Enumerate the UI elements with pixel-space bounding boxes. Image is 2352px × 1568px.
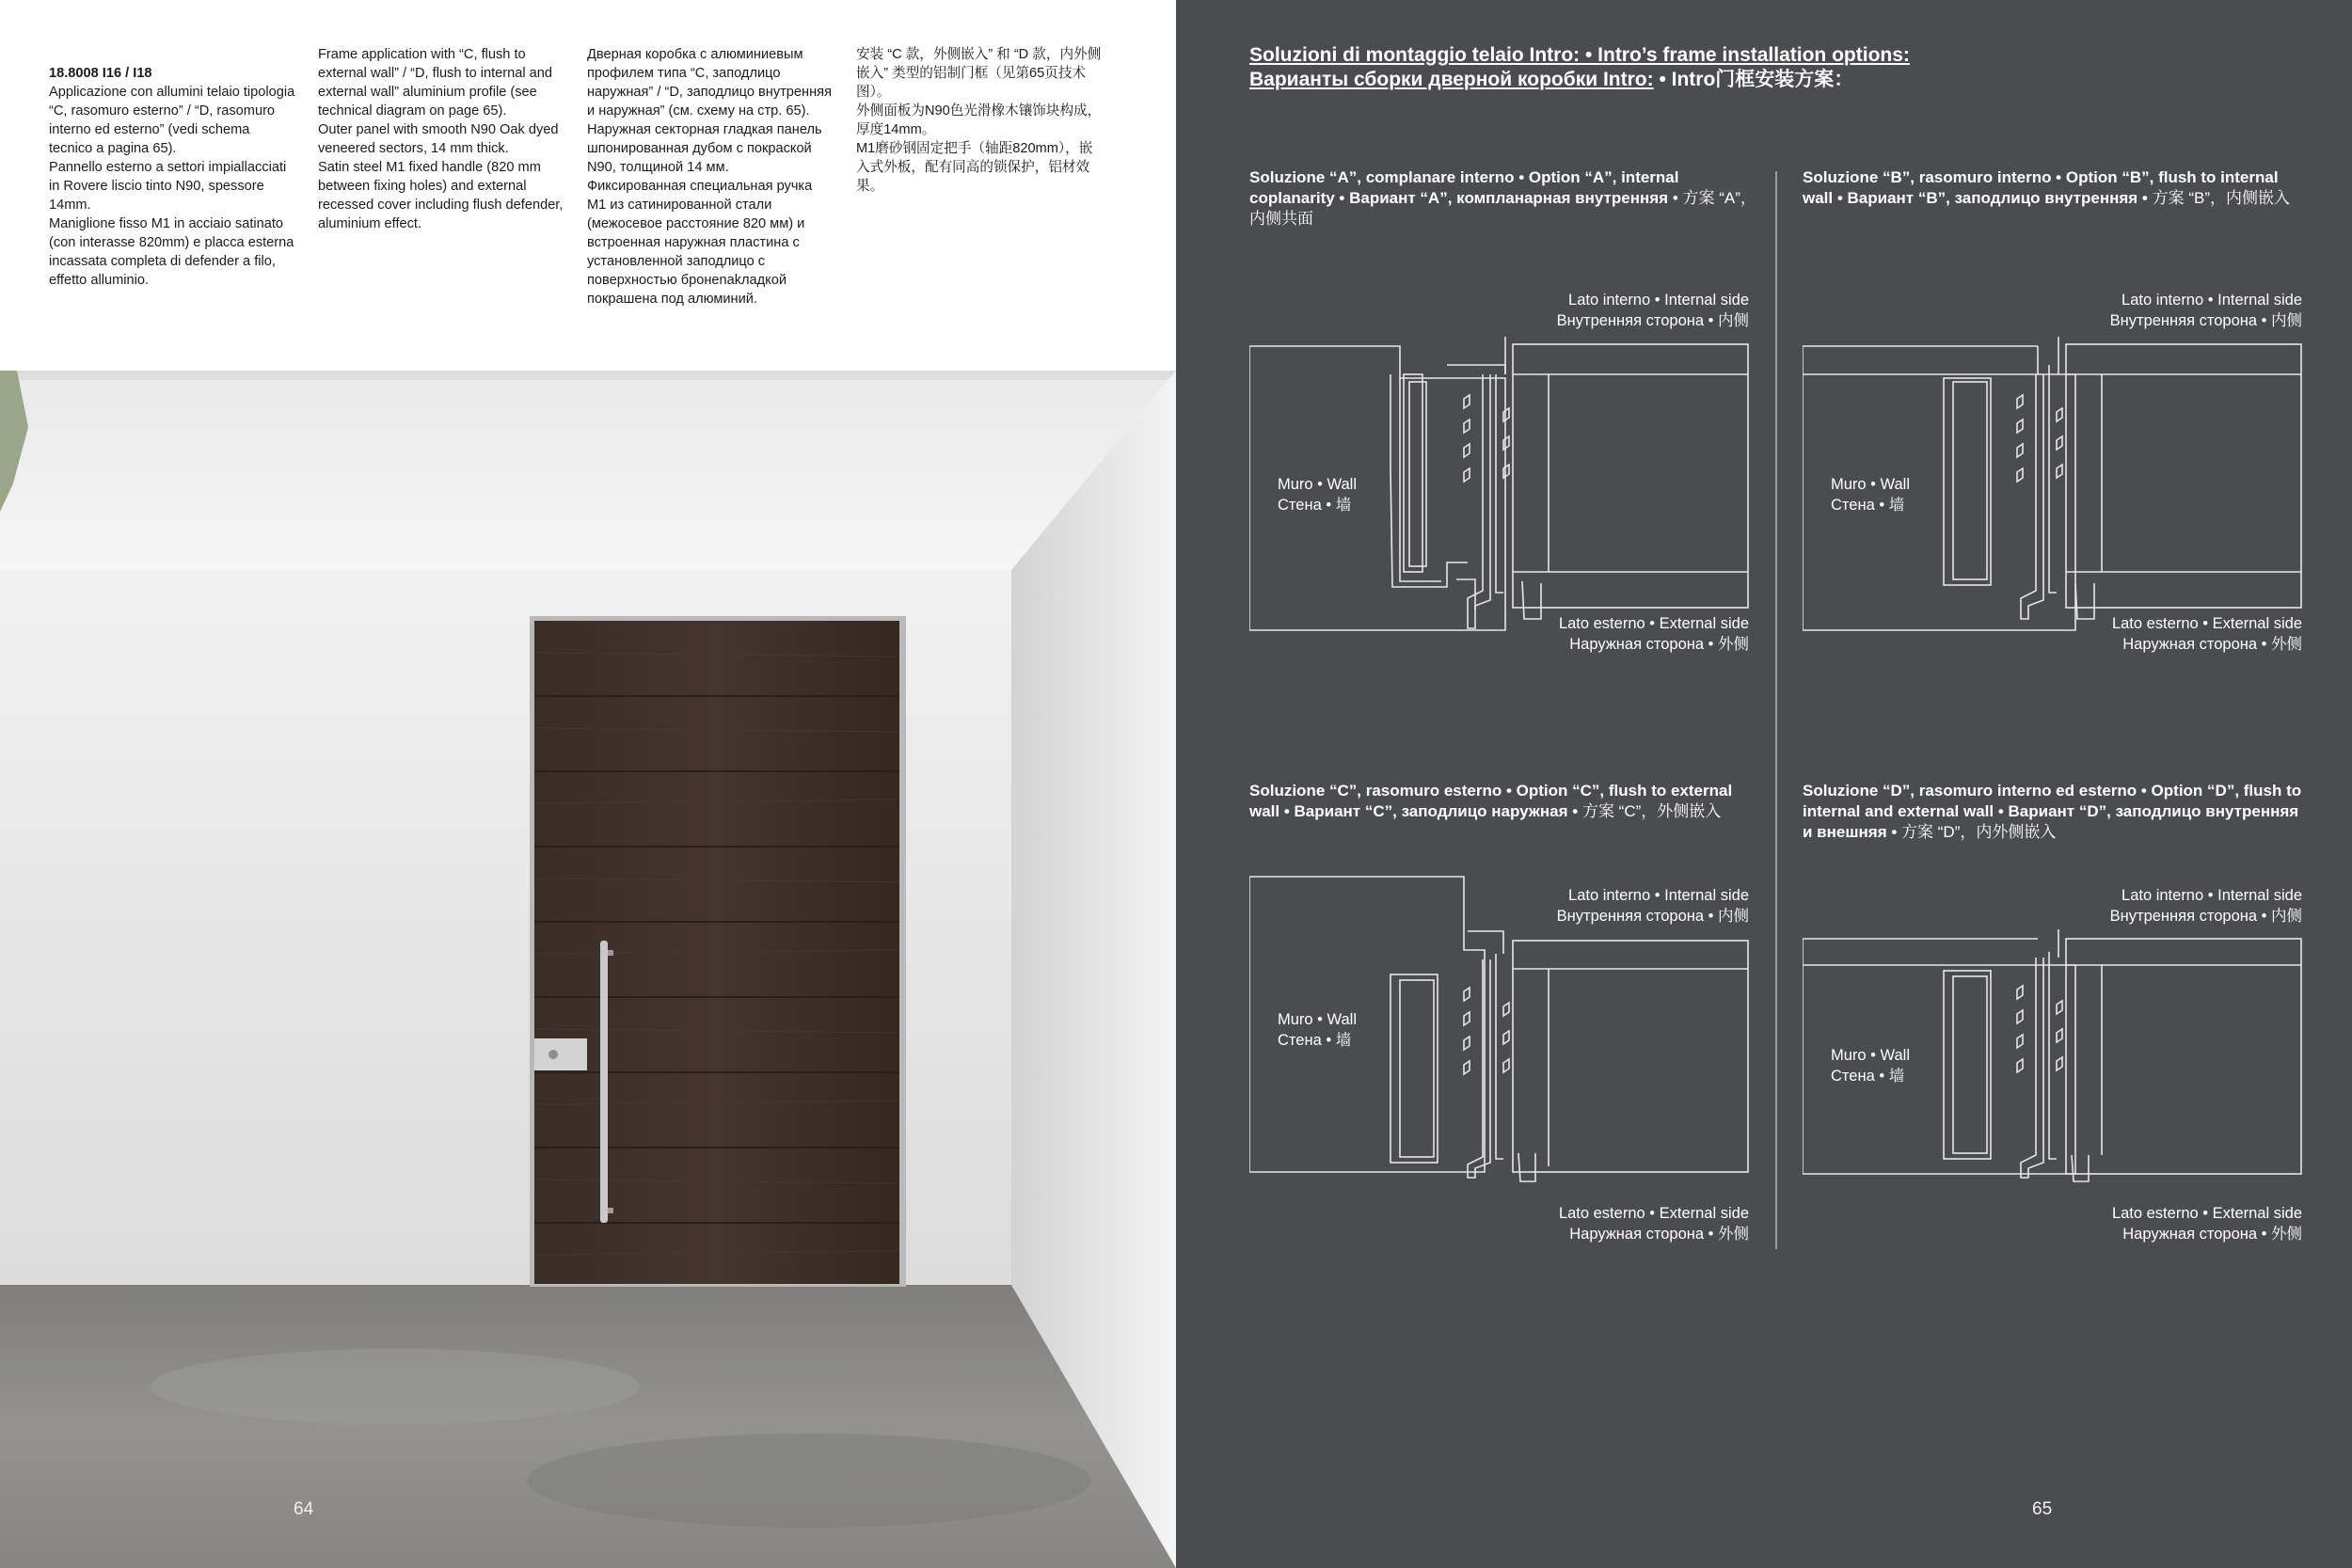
option-c-title-bold: Soluzione “C”, rasomuro esterno • Option “C”, flush to external wall • Вариант “C”, заподлицо наружная •	[1249, 782, 1733, 820]
description-italian	[49, 45, 295, 290]
option-a-title-cn: • 方案 “A”，内侧共面	[1249, 189, 1756, 228]
wall-label-line1: Muro • Wall	[1278, 476, 1358, 493]
description-chinese: 安装 “C 款，外侧嵌入” 和 “D 款，内外侧嵌入” 类型的铝制门框（见第65页技术图）。 外侧面板为N90色光滑橡木镶饰块构成，厚度14mm。 M1磨砂钢固定把手（轴距820mm），嵌入式外板，配有同高的锁保护，铝材效果。	[856, 47, 1102, 194]
title-line-2-ru: Варианты сборки дверной коробки Intro:	[1249, 69, 1654, 90]
right-page	[1176, 0, 2352, 1568]
option-c-title	[1249, 781, 1757, 822]
door-photo	[0, 371, 1176, 1568]
external-label-line1: Lato esterno • External side	[2111, 615, 2302, 632]
option-d-diagram	[1803, 929, 2311, 1193]
option-d-title-cn: 方案 “D”，内外侧嵌入	[1897, 823, 2057, 841]
option-c-external-label	[1467, 1203, 1749, 1244]
italian-text: Applicazione con allumini telaio tipologia “C, rasomuro esterno” / “D, rasomuro interno ed esterno” (vedi schema tecnico a pagina 65). Pannello esterno a settori impiallacciati in Rovere liscio tinto N90, spessore 14mm. Maniglione fisso M1 in acciaio satinato (con interasse 820mm) e placca esterna incassata completa di defender a filo, effetto alluminio.	[49, 85, 295, 288]
wall-label-line2: Стена • 墙	[1831, 497, 1905, 514]
wall-label-line2: Стена • 墙	[1831, 1068, 1905, 1085]
option-b-diagram	[1803, 337, 2311, 638]
option-b-title	[1803, 167, 2311, 209]
external-label-line1: Lato esterno • External side	[1558, 1205, 1749, 1222]
external-label-line2: Наружная сторона • 外侧	[2122, 636, 2302, 653]
option-d-external-label	[2020, 1203, 2302, 1244]
external-label-line2: Наружная сторона • 外侧	[1569, 1226, 1749, 1243]
description-russian: Дверная коробка с алюминиевым профилем типа “С, заподлицо наружная” / “D, заподлицо внутренняя и наружная” (см. схему на стр. 65). Наружная секторная гладкая панель шпонированная дубом с покраской N90, толщиной 14 мм. Фиксированная специальная ручка М1 из сатинированной стали (межосевое расстояние 820 мм) и встроенная наружная пластина с установленной заподлицо с поверхностью бронenakладкой покрашена под алюминий.	[587, 47, 832, 307]
internal-label-line1: Lato interno • Internal side	[2122, 887, 2302, 904]
external-label-line2: Наружная сторона • 外侧	[1569, 636, 1749, 653]
option-a-diagram	[1249, 337, 1757, 638]
internal-label-line1: Lato interno • Internal side	[1568, 292, 1749, 309]
page-number-right: 65	[2032, 1499, 2053, 1519]
description-english: Frame application with “C, flush to external wall” / “D, flush to internal and external wall” aluminium profile (see technical diagram on page 65). Outer panel with smooth N90 Oak dyed veneered sectors, 14 mm thick. Satin steel M1 fixed handle (820 mm between fixing holes) and external recessed cover including flush defender, aluminium effect.	[318, 47, 564, 231]
option-d-internal-label	[2020, 885, 2302, 927]
option-a-title-bold: Soluzione “A”, complanare interno • Option “A”, internal coplanarity • Вариант “A”, компланарная внутренняя	[1249, 168, 1679, 207]
wall-label-line1: Muro • Wall	[1278, 1011, 1358, 1028]
page-title	[1249, 43, 2284, 92]
wall-label-line2: Стена • 墙	[1278, 1032, 1352, 1049]
title-line-1: Soluzioni di montaggio telaio Intro: • Intro’s frame installation options:	[1249, 44, 1910, 66]
external-label-line2: Наружная сторона • 外侧	[2122, 1226, 2302, 1243]
external-label-line1: Lato esterno • External side	[2111, 1205, 2302, 1222]
option-b-internal-label	[2020, 290, 2302, 331]
option-a-internal-label	[1467, 290, 1749, 331]
external-label-line1: Lato esterno • External side	[1558, 615, 1749, 632]
column-divider	[1775, 171, 1777, 1249]
internal-label-line2: Внутренняя сторона • 内侧	[2109, 312, 2302, 329]
option-d-title	[1803, 781, 2311, 843]
option-b-title-bold: Soluzione “B”, rasomuro interno • Option “B”, flush to internal wall • Вариант “B”, заподлицо внутренняя •	[1803, 168, 2279, 207]
option-d-title-bold: Soluzione “D”, rasomuro interno ed esterno • Option “D”, flush to internal and external wall • Вариант “D”, заподлицо внутренняя и внешняя •	[1803, 782, 2302, 841]
option-c-title-cn: 方案 “C”，外侧嵌入	[1578, 802, 1722, 820]
product-code: 18.8008 I16 / I18	[49, 66, 152, 81]
title-line-2-cn: • Intro门框安装方案：	[1653, 69, 1854, 90]
option-c-diagram	[1249, 875, 1757, 1185]
option-b-title-cn: 方案 “B”，内侧嵌入	[2147, 189, 2290, 207]
internal-label-line2: Внутренняя сторона • 内侧	[2109, 908, 2302, 925]
page-number-left: 64	[294, 1499, 314, 1519]
wall-label-line2: Стена • 墙	[1278, 497, 1352, 514]
wall-label-line1: Muro • Wall	[1831, 1047, 1911, 1064]
internal-label-line2: Внутренняя сторона • 内侧	[1556, 312, 1749, 329]
wall-label-line1: Muro • Wall	[1831, 476, 1911, 493]
option-a-title	[1249, 167, 1757, 230]
internal-label-line2: Внутренняя сторона • 内侧	[1556, 908, 1749, 925]
internal-label-line1: Lato interno • Internal side	[1568, 887, 1749, 904]
internal-label-line1: Lato interno • Internal side	[2122, 292, 2302, 309]
